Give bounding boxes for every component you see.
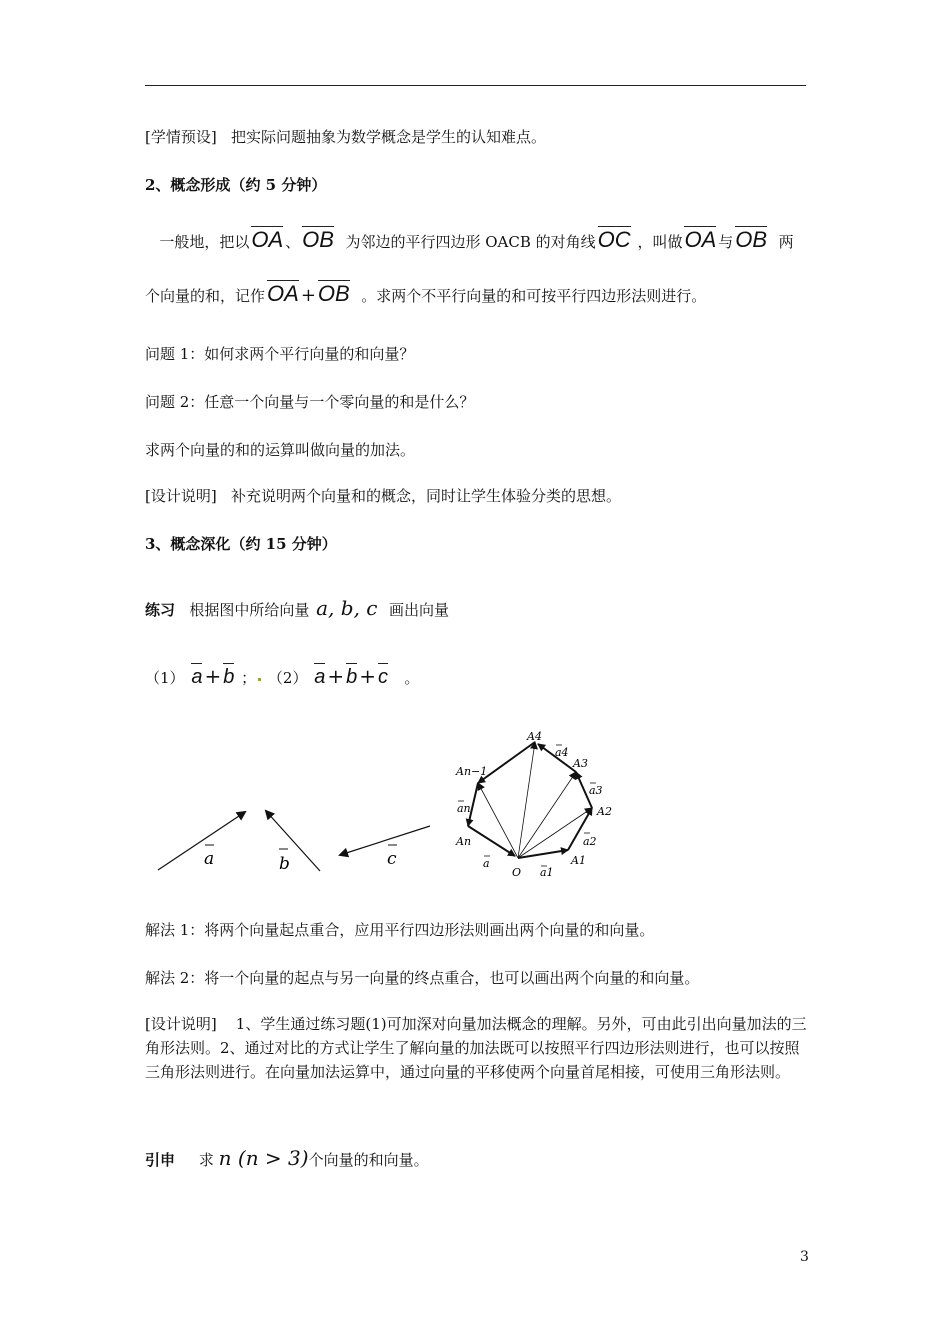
stray-dot bbox=[258, 678, 261, 681]
vector-oa: OA bbox=[251, 227, 284, 252]
extension-math: n (n > 3) bbox=[218, 1146, 309, 1170]
svg-text:b: b bbox=[279, 854, 290, 874]
item-1-end: ； bbox=[241, 669, 257, 687]
svg-text:A2: A2 bbox=[597, 805, 612, 818]
svg-text:An−1: An−1 bbox=[456, 765, 488, 778]
vector-oa-2: OA bbox=[684, 227, 717, 252]
preset-text: 把实际问题抽象为数学概念是学生的认知难点。 bbox=[231, 128, 547, 146]
plus-sign: + bbox=[300, 285, 316, 306]
vector-ob: OB bbox=[302, 227, 334, 252]
svg-text:an: an bbox=[457, 802, 471, 815]
def-text-2: 为邻边的平行四边形 OACB 的对角线 bbox=[345, 233, 596, 251]
header-rule bbox=[145, 85, 806, 86]
extension-text-2: 个向量的和向量。 bbox=[308, 1151, 429, 1169]
def-text-4: 与 bbox=[718, 233, 734, 251]
question-2: 问题 2：任意一个向量与一个零向量的和是什么？ bbox=[145, 393, 475, 411]
svg-text:a: a bbox=[204, 849, 215, 869]
design-note-1 bbox=[145, 486, 621, 506]
svg-text:O: O bbox=[512, 866, 522, 879]
svg-text:A1: A1 bbox=[571, 854, 586, 867]
item-2-end: 。 bbox=[404, 669, 420, 687]
section-3-title: 3、概念深化（约 15 分钟） bbox=[145, 535, 337, 553]
svg-text:c: c bbox=[387, 849, 397, 869]
vector-figure bbox=[140, 720, 640, 890]
vector-ob-2: OB bbox=[735, 227, 768, 252]
exercise-text-1: 根据图中所给向量 bbox=[189, 601, 310, 619]
design-note-1-text: 补充说明两个向量和的概念，同时让学生体验分类的思想。 bbox=[231, 487, 622, 505]
item-2-vector-c: c bbox=[378, 659, 388, 689]
svg-text:a: a bbox=[483, 857, 490, 870]
vector-oc: OC bbox=[597, 227, 631, 252]
svg-text:a2: a2 bbox=[583, 835, 597, 848]
def-text-5: 两 bbox=[778, 233, 794, 251]
svg-text:a3: a3 bbox=[589, 784, 603, 797]
item-2-vector-a: a bbox=[314, 659, 325, 689]
item-1-number: （1） bbox=[145, 669, 185, 687]
solution-1: 解法 1：将两个向量起点重合，应用平行四边形法则画出两个向量的和向量。 bbox=[145, 921, 655, 939]
svg-text:A4: A4 bbox=[527, 730, 542, 743]
svg-text:An: An bbox=[456, 835, 472, 848]
label-a bbox=[204, 845, 214, 869]
extension-line bbox=[145, 1140, 429, 1178]
item-2-vector-b: b bbox=[346, 659, 357, 689]
vector-a-arrow bbox=[158, 812, 245, 870]
preset-line bbox=[145, 127, 546, 147]
solution-2: 解法 2：将一个向量的起点与另一向量的终点重合，也可以画出两个向量的和向量。 bbox=[145, 969, 700, 987]
item-2-plus-2: + bbox=[359, 664, 377, 688]
exercise-label: 练习 bbox=[145, 601, 176, 619]
exercise-line bbox=[145, 590, 449, 628]
def-text-7: 。求两个不平行向量的和可按平行四边形法则进行。 bbox=[361, 287, 707, 305]
svg-text:a1: a1 bbox=[540, 866, 554, 879]
vector-ob-3: OB bbox=[317, 281, 350, 306]
vector-oa-3: OA bbox=[267, 281, 299, 306]
addition-definition: 求两个向量的和的运算叫做向量的加法。 bbox=[145, 441, 416, 459]
def-text-3: ，叫做 bbox=[637, 233, 683, 251]
exercise-text-2: 画出向量 bbox=[389, 601, 450, 619]
def-sep: 、 bbox=[285, 233, 301, 251]
vector-c-arrow bbox=[340, 826, 430, 855]
extension-label: 引申 bbox=[145, 1151, 176, 1169]
item-1-plus: + bbox=[204, 664, 222, 688]
def-text-6: 个向量的和，记作 bbox=[145, 287, 266, 305]
def-text-1: 一般地，把以 bbox=[159, 233, 250, 251]
vector-b-arrow bbox=[266, 811, 320, 871]
label-b bbox=[279, 849, 290, 874]
question-1: 问题 1：如何求两个平行向量的和向量？ bbox=[145, 345, 415, 363]
definition-line-2 bbox=[145, 276, 706, 314]
definition-line-1 bbox=[145, 222, 794, 260]
vectors-abc: a, b, c bbox=[316, 596, 378, 620]
item-1-vector-b: b bbox=[223, 659, 234, 689]
design-note-1-label: [设计说明] bbox=[145, 487, 217, 505]
item-1-vector-a: a bbox=[191, 659, 202, 689]
extension-text-1: 求 bbox=[198, 1151, 214, 1169]
design-note-2-text: 1、学生通过练习题(1)可加深对向量加法概念的理解。另外，可由此引出向量加法的三角形法则。2、通过对比的方式让学生了解向量的加法既可以按照平行四边形法则进行，也可以按照三角形法则进行。在向量加法运算中，通过向量的平移使两个向量首尾相接，可使用三角形法则。 bbox=[145, 1015, 807, 1081]
label-c bbox=[387, 845, 397, 869]
item-2-number: （2） bbox=[267, 669, 308, 687]
section-2-title: 2、概念形成（约 5 分钟） bbox=[145, 176, 327, 194]
page-number: 3 bbox=[800, 1249, 809, 1265]
design-note-2-label: [设计说明] bbox=[145, 1015, 217, 1033]
design-note-2 bbox=[145, 1012, 807, 1084]
preset-label: [学情预设] bbox=[145, 128, 217, 146]
item-2-plus-1: + bbox=[327, 664, 345, 688]
exercise-items bbox=[145, 658, 419, 696]
svg-text:A3: A3 bbox=[573, 757, 588, 770]
svg-text:a4: a4 bbox=[555, 746, 569, 759]
